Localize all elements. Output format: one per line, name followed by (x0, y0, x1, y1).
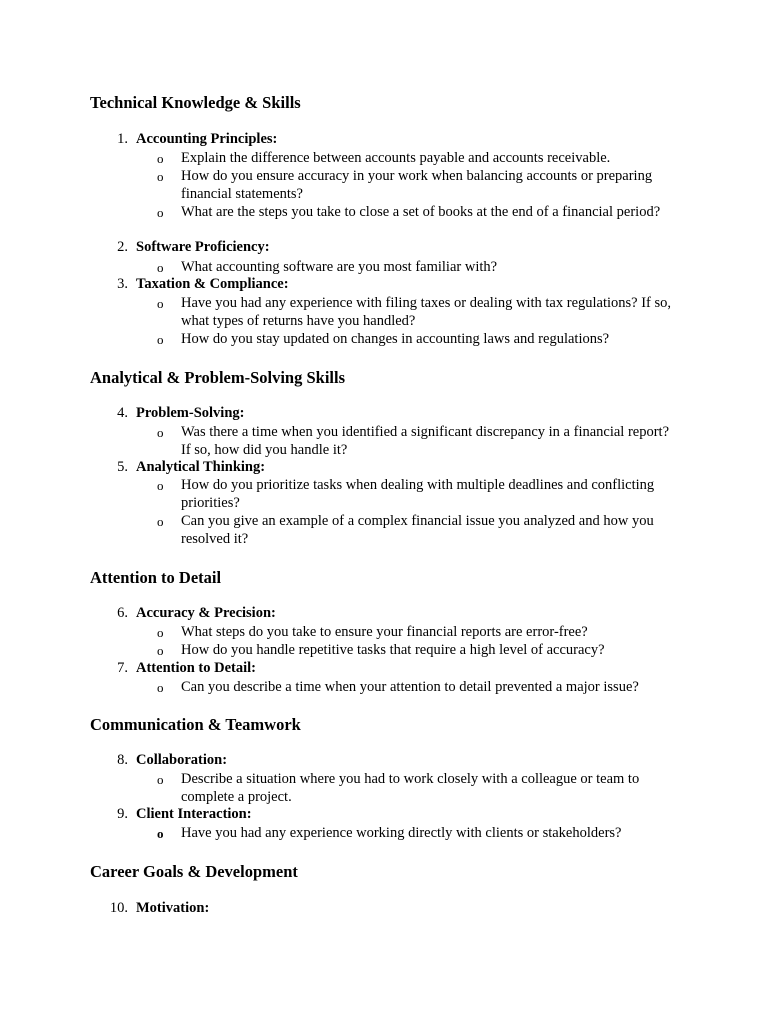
item-title: Client Interaction: (136, 806, 252, 822)
item-number: 1. (117, 131, 128, 147)
bullet-icon: o (157, 425, 164, 440)
item-number: 3. (117, 276, 128, 292)
question-text: How do you stay updated on changes in accounting laws and regulations? (181, 331, 610, 347)
question-text: Can you give an example of a complex financial issue you analyzed and how you resolved it? (181, 513, 654, 547)
item-title: Accounting Principles: (136, 131, 278, 147)
section-heading: Attention to Detail (90, 568, 222, 587)
question-text: How do you handle repetitive tasks that require a high level of accuracy? (181, 642, 605, 658)
bullet-icon: o (157, 772, 164, 787)
item-title: Attention to Detail: (136, 660, 257, 676)
bullet-icon: o (157, 260, 164, 275)
question-text: How do you ensure accuracy in your work when balancing accounts or preparing financial statements? (181, 168, 653, 202)
item-number: 9. (117, 806, 128, 822)
question-text: What accounting software are you most familiar with? (181, 259, 498, 275)
question-text: What are the steps you take to close a set of books at the end of a financial period? (181, 204, 661, 220)
item-title: Software Proficiency: (136, 239, 270, 255)
bullet-icon: o (157, 478, 164, 493)
section-heading: Analytical & Problem-Solving Skills (90, 368, 346, 387)
item-title: Taxation & Compliance: (136, 276, 289, 292)
item-number: 2. (117, 239, 128, 255)
item-title: Problem-Solving: (136, 405, 245, 421)
question-text: Describe a situation where you had to work closely with a colleague or team to complete a project. (181, 771, 640, 805)
question-text: Explain the difference between accounts payable and accounts receivable. (181, 150, 611, 166)
item-number: 10. (109, 900, 128, 916)
bullet-icon: o (157, 332, 164, 347)
bullet-icon: o (157, 296, 164, 311)
bullet-icon: o (157, 205, 164, 220)
bullet-icon: o (157, 151, 164, 166)
bullet-icon: o (157, 643, 164, 658)
item-number: 4. (117, 405, 128, 421)
item-number: 6. (117, 605, 128, 621)
bullet-icon: o (157, 625, 164, 640)
question-text: Have you had any experience with filing taxes or dealing with tax regulations? If so, what types of returns have you handled? (181, 295, 672, 329)
item-number: 8. (117, 752, 128, 768)
bullet-icon: o (157, 169, 164, 184)
item-title: Accuracy & Precision: (136, 605, 276, 621)
item-number: 7. (117, 660, 128, 676)
question-text: What steps do you take to ensure your financial reports are error-free? (181, 624, 588, 640)
question-text: Can you describe a time when your attention to detail prevented a major issue? (181, 679, 639, 695)
item-number: 5. (117, 459, 128, 475)
section-heading: Communication & Teamwork (90, 715, 301, 734)
bullet-icon: o (157, 680, 164, 695)
question-text: Was there a time when you identified a significant discrepancy in a financial report? If so, how did you handle it? (181, 424, 670, 458)
item-title: Motivation: (136, 900, 210, 916)
item-title: Collaboration: (136, 752, 228, 768)
bullet-icon: o (157, 514, 164, 529)
question-text: Have you had any experience working directly with clients or stakeholders? (181, 825, 622, 841)
item-title: Analytical Thinking: (136, 459, 266, 475)
question-text: How do you prioritize tasks when dealing with multiple deadlines and conflicting priorities? (181, 477, 655, 511)
section-heading: Career Goals & Development (90, 862, 298, 881)
section-heading: Technical Knowledge & Skills (90, 93, 301, 112)
bullet-icon: o (157, 826, 164, 841)
